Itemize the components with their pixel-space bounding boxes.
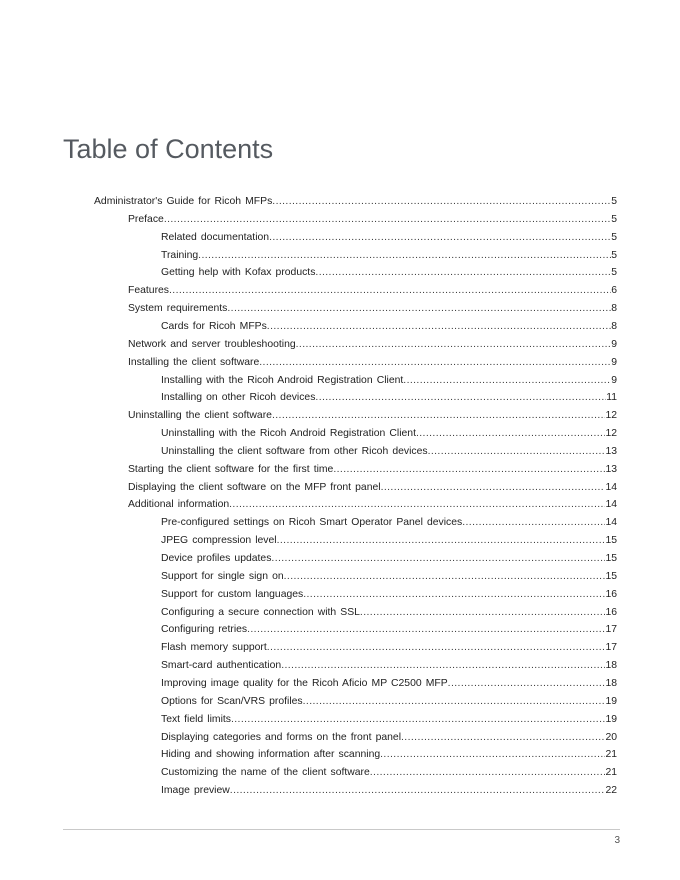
toc-entry[interactable] [161, 743, 617, 761]
toc-entry[interactable] [161, 583, 617, 601]
toc-entry-title: Administrator's Guide for Ricoh MFPs [94, 196, 273, 207]
toc-entry[interactable] [128, 476, 617, 494]
toc-entry-page: 22 [605, 785, 617, 797]
toc-leader-dots [428, 445, 606, 458]
toc-leader-dots [247, 623, 605, 636]
toc-entry-title: Network and server troubleshooting [128, 338, 296, 350]
toc-entry-title: Cards for Ricoh MFPs [161, 320, 267, 332]
toc-entry-page: 6 [611, 285, 617, 297]
toc-entry-page: 14 [605, 481, 617, 493]
toc-entry[interactable] [128, 351, 617, 369]
toc-entry-title: Improving image quality for the Ricoh Aficio MP C2500 MFP [161, 677, 448, 689]
toc-leader-dots [198, 249, 611, 262]
toc-leader-dots [296, 338, 612, 351]
footer-divider [63, 829, 620, 830]
toc-leader-dots [269, 231, 611, 244]
toc-entry-title: Support for custom languages [161, 588, 304, 600]
toc-leader-dots [229, 498, 605, 511]
toc-entry[interactable] [161, 261, 617, 279]
toc-entry[interactable] [161, 386, 617, 404]
toc-entry-title: System requirements [128, 303, 228, 315]
toc-entry-page: 21 [605, 767, 617, 779]
toc-entry-page: 19 [605, 713, 617, 725]
toc-entry[interactable] [161, 529, 617, 547]
toc-entry-title: Installing on other Ricoh devices [161, 392, 316, 404]
toc-entry[interactable] [161, 369, 617, 387]
toc-entry-page: 5 [611, 231, 617, 243]
toc-entry[interactable] [161, 708, 617, 726]
toc-leader-dots [403, 374, 611, 387]
toc-entry-page: 5 [611, 196, 617, 207]
toc-leader-dots [272, 195, 611, 208]
toc-leader-dots [303, 695, 606, 708]
toc-entry-title: Preface [128, 213, 164, 225]
toc-leader-dots [381, 481, 606, 494]
toc-entry-page: 16 [605, 588, 617, 600]
toc-entry-page: 11 [606, 392, 617, 404]
toc-entry-title: Support for single sign on [161, 570, 284, 582]
toc-leader-dots [360, 606, 606, 619]
toc-leader-dots [281, 659, 605, 672]
toc-entry[interactable] [128, 333, 617, 351]
toc-entry-page: 19 [605, 695, 617, 707]
toc-entry-title: Configuring a secure connection with SSL [161, 606, 360, 618]
toc-entry-title: Uninstalling with the Ricoh Android Registration Client [161, 428, 416, 440]
toc-leader-dots [277, 534, 606, 547]
toc-entry-page: 17 [605, 624, 617, 636]
toc-entry-title: Starting the client software for the first time [128, 463, 334, 475]
toc-entry-title: Customizing the name of the client software [161, 767, 370, 779]
toc-leader-dots [416, 427, 605, 440]
toc-entry-title: Flash memory support [161, 642, 267, 654]
page-number: 3 [614, 835, 620, 846]
toc-leader-dots [303, 588, 605, 601]
toc-leader-dots [448, 677, 606, 690]
toc-entry-page: 13 [605, 463, 617, 475]
toc-entry-page: 5 [611, 249, 617, 261]
toc-entry[interactable] [161, 244, 617, 262]
toc-entry-page: 18 [605, 660, 617, 672]
toc-leader-dots [267, 320, 611, 333]
toc-entry[interactable] [161, 636, 617, 654]
toc-entry-title: Displaying the client software on the MFP front panel [128, 481, 381, 493]
toc-entry-page: 12 [605, 428, 617, 440]
toc-leader-dots [370, 766, 606, 779]
toc-entry-title: Hiding and showing information after scanning [161, 749, 381, 761]
toc-entry-page: 9 [611, 356, 617, 368]
toc-entry-page: 8 [611, 303, 617, 315]
page-title: Table of Contents [63, 134, 274, 164]
toc-leader-dots [315, 266, 611, 279]
toc-entry-title: Displaying categories and forms on the front panel [161, 731, 402, 743]
toc-leader-dots [401, 731, 605, 744]
toc-entry-title: Related documentation [161, 231, 270, 243]
toc-leader-dots [169, 284, 611, 297]
toc-entry[interactable] [161, 422, 617, 440]
toc-entry-page: 9 [611, 338, 617, 350]
toc-leader-dots [164, 213, 611, 226]
toc-entry-page: 14 [605, 499, 617, 511]
toc-leader-dots [315, 391, 606, 404]
toc-entry-title: Configuring retries [161, 624, 248, 636]
toc-entry[interactable] [128, 208, 617, 226]
toc-entry[interactable] [128, 458, 617, 476]
toc-leader-dots [284, 570, 606, 583]
toc-entry-title: Image preview [161, 785, 230, 797]
toc-entry-title: JPEG compression level [161, 535, 277, 547]
toc-entry-title: Text field limits [161, 713, 231, 725]
toc-entry-title: Installing the client software [128, 356, 260, 368]
toc-entry-page: 16 [605, 606, 617, 618]
toc-entry-title: Features [128, 285, 170, 297]
toc-entry-page: 15 [605, 570, 617, 582]
toc-leader-dots [380, 748, 605, 761]
toc-entry-page: 15 [605, 553, 617, 564]
toc-entry-title: Device profiles updates [161, 553, 272, 564]
toc-entry-page: 21 [605, 749, 617, 761]
toc-entry-page: 18 [605, 677, 617, 689]
toc-leader-dots [271, 552, 605, 565]
toc-entry[interactable] [161, 654, 617, 672]
toc-entry[interactable] [128, 279, 617, 297]
toc-entry[interactable] [128, 493, 617, 511]
toc-entry[interactable] [161, 601, 617, 619]
toc-leader-dots [333, 463, 605, 476]
toc-entry-page: 17 [605, 642, 617, 654]
toc-entry-title: Pre-configured settings on Ricoh Smart Operator Panel devices [161, 517, 463, 529]
toc-leader-dots [272, 409, 605, 422]
toc-entry-title: Options for Scan/VRS profiles [161, 695, 303, 707]
toc-entry-title: Uninstalling the client software [128, 410, 272, 422]
toc-entry-title: Additional information [128, 499, 230, 511]
toc-leader-dots [462, 516, 605, 529]
toc-entry[interactable] [161, 315, 617, 333]
toc-entry[interactable] [128, 404, 617, 422]
toc-entry[interactable] [161, 761, 617, 779]
toc-entry-page: 14 [605, 517, 617, 529]
toc-entry-page: 15 [605, 535, 617, 547]
toc-entry-page: 13 [605, 445, 617, 457]
toc-entry-title: Training [161, 249, 199, 261]
toc-entry[interactable] [161, 779, 617, 797]
toc-entry[interactable] [161, 565, 617, 583]
toc-entry[interactable] [161, 440, 617, 458]
toc-entry-title: Getting help with Kofax products [161, 267, 316, 279]
toc-leader-dots [259, 356, 611, 369]
toc-entry[interactable] [161, 690, 617, 708]
toc-entry-title: Installing with the Ricoh Android Registration Client [161, 374, 404, 386]
toc-entry-page: 5 [611, 213, 617, 225]
toc-entry[interactable] [161, 226, 617, 244]
toc-leader-dots [230, 784, 606, 797]
toc-entry-title: Uninstalling the client software from other Ricoh devices [161, 445, 428, 457]
toc-entry[interactable] [161, 726, 617, 744]
toc-entry[interactable] [128, 297, 617, 315]
toc-leader-dots [227, 302, 611, 315]
toc-leader-dots [231, 713, 605, 726]
toc-entry-page: 12 [605, 410, 617, 422]
toc-entry-page: 9 [611, 374, 617, 386]
toc-entry-page: 5 [611, 267, 617, 279]
toc-entry[interactable] [94, 190, 617, 208]
toc-entry[interactable] [161, 618, 617, 636]
toc-entry[interactable] [161, 511, 617, 529]
toc-entry-page: 20 [605, 731, 617, 743]
toc-entry-title: Smart-card authentication [161, 660, 282, 672]
toc-entry-page: 8 [611, 320, 617, 332]
toc-entry[interactable] [161, 547, 617, 565]
toc-leader-dots [267, 641, 606, 654]
toc-entry[interactable] [161, 672, 617, 690]
